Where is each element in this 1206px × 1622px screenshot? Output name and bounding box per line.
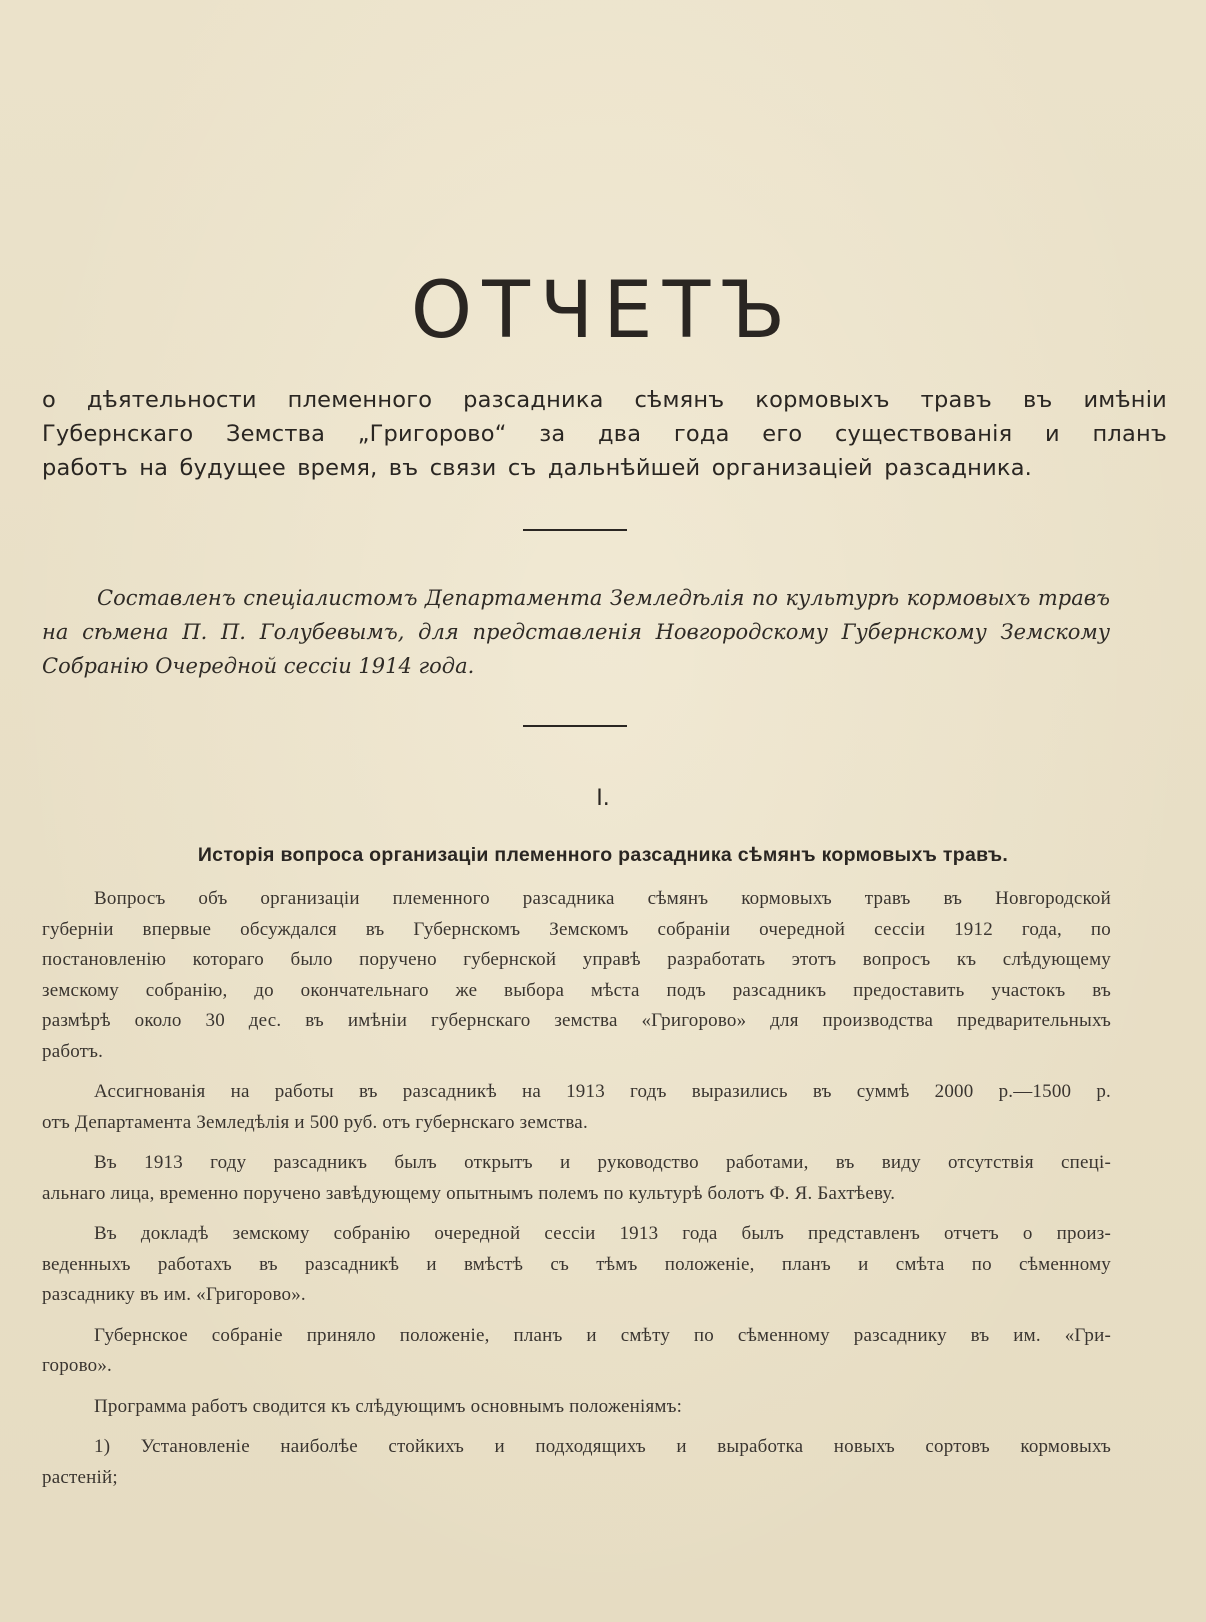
subtitle-line: Губернскаго Земства „Григорово“ за два года его существованія и планъ	[42, 421, 1167, 447]
text-line: Въ докладѣ земскому собранію очередной сессіи 1913 года былъ представленъ отчетъ о произ-	[94, 1223, 1111, 1244]
paragraph	[42, 1432, 1111, 1493]
paragraph	[42, 1077, 1111, 1138]
paragraph	[42, 884, 1111, 1067]
divider-rule	[523, 529, 627, 531]
text-line: губерніи впервые обсуждался въ Губернскомъ Земскомъ собраніи очередной сессіи 1912 года, по	[42, 918, 1111, 940]
text-line: отъ Департамента Земледѣлія и 500 руб. отъ губернскаго земства.	[42, 1111, 588, 1133]
text-line: горово».	[42, 1355, 113, 1376]
text-line: веденныхъ работахъ въ разсадникѣ и вмѣстѣ съ тѣмъ положеніе, планъ и смѣта по сѣменному	[42, 1253, 1111, 1275]
author-line: Составленъ спеціалистомъ Департамента Земледѣлія по культурѣ кормовыхъ травъ	[97, 586, 1110, 610]
text-line: растеній;	[42, 1466, 118, 1488]
text-line: земскому собранію, до окончательнаго же выбора мѣста подъ разсадникъ предоставить участокъ въ	[42, 979, 1111, 1001]
paragraph	[42, 1219, 1111, 1311]
author-note	[42, 581, 1110, 683]
text-line: Вопросъ объ организаціи племенного разсадника сѣмянъ кормовыхъ травъ въ Новгородской	[94, 888, 1111, 909]
text-line: работъ.	[42, 1040, 104, 1062]
paragraph	[42, 1321, 1111, 1382]
text-line: постановленію котораго было поручено губернской управѣ разработать этотъ вопросъ къ слѣдующему	[42, 949, 1111, 970]
section-number: I.	[596, 786, 610, 811]
author-line: на сѣмена П. П. Голубевымъ, для представленія Новгородскому Губернскому Земскому	[42, 620, 1110, 644]
subtitle-line: работъ на будущее время, въ связи съ дальнѣйшей организаціей разсадника.	[42, 455, 1033, 481]
text-line: размѣрѣ около 30 дес. въ имѣніи губернскаго земства «Григорово» для производства предварительныхъ	[42, 1010, 1111, 1031]
report-subtitle	[42, 383, 1167, 485]
text-line: Программа работъ сводится къ слѣдующимъ основнымъ положеніямъ:	[94, 1395, 683, 1417]
text-line: Ассигнованія на работы въ разсадникѣ на 1913 годъ выразились въ суммѣ 2000 р.—1500 р.	[94, 1081, 1111, 1102]
text-line: Губернское собраніе приняло положеніе, планъ и смѣту по сѣменному разсаднику въ им. «Гри-	[94, 1324, 1111, 1346]
author-line: Собранію Очередной сессіи 1914 года.	[42, 654, 475, 678]
text-line: разсаднику въ им. «Григорово».	[42, 1284, 306, 1305]
text-line: альнаго лица, временно поручено завѣдующему опытнымъ полемъ по культурѣ болотъ Ф. Я. Бахтѣеву.	[42, 1182, 896, 1204]
subtitle-line: о дѣятельности племенного разсадника сѣмянъ кормовыхъ травъ въ имѣніи	[42, 387, 1167, 413]
body-text	[42, 884, 1111, 1503]
report-title: ОТЧЕТЪ	[410, 266, 796, 356]
paragraph	[42, 1148, 1111, 1209]
text-line: 1) Установленіе наиболѣе стойкихъ и подходящихъ и выработка новыхъ сортовъ кормовыхъ	[94, 1436, 1111, 1457]
text-line: Въ 1913 году разсадникъ былъ открытъ и руководство работами, въ виду отсутствія спеці-	[94, 1152, 1111, 1173]
paragraph	[42, 1392, 1111, 1423]
section-heading: Исторія вопроса организаціи племенного разсадника сѣмянъ кормовыхъ травъ.	[197, 844, 1009, 866]
divider-rule	[523, 725, 627, 727]
